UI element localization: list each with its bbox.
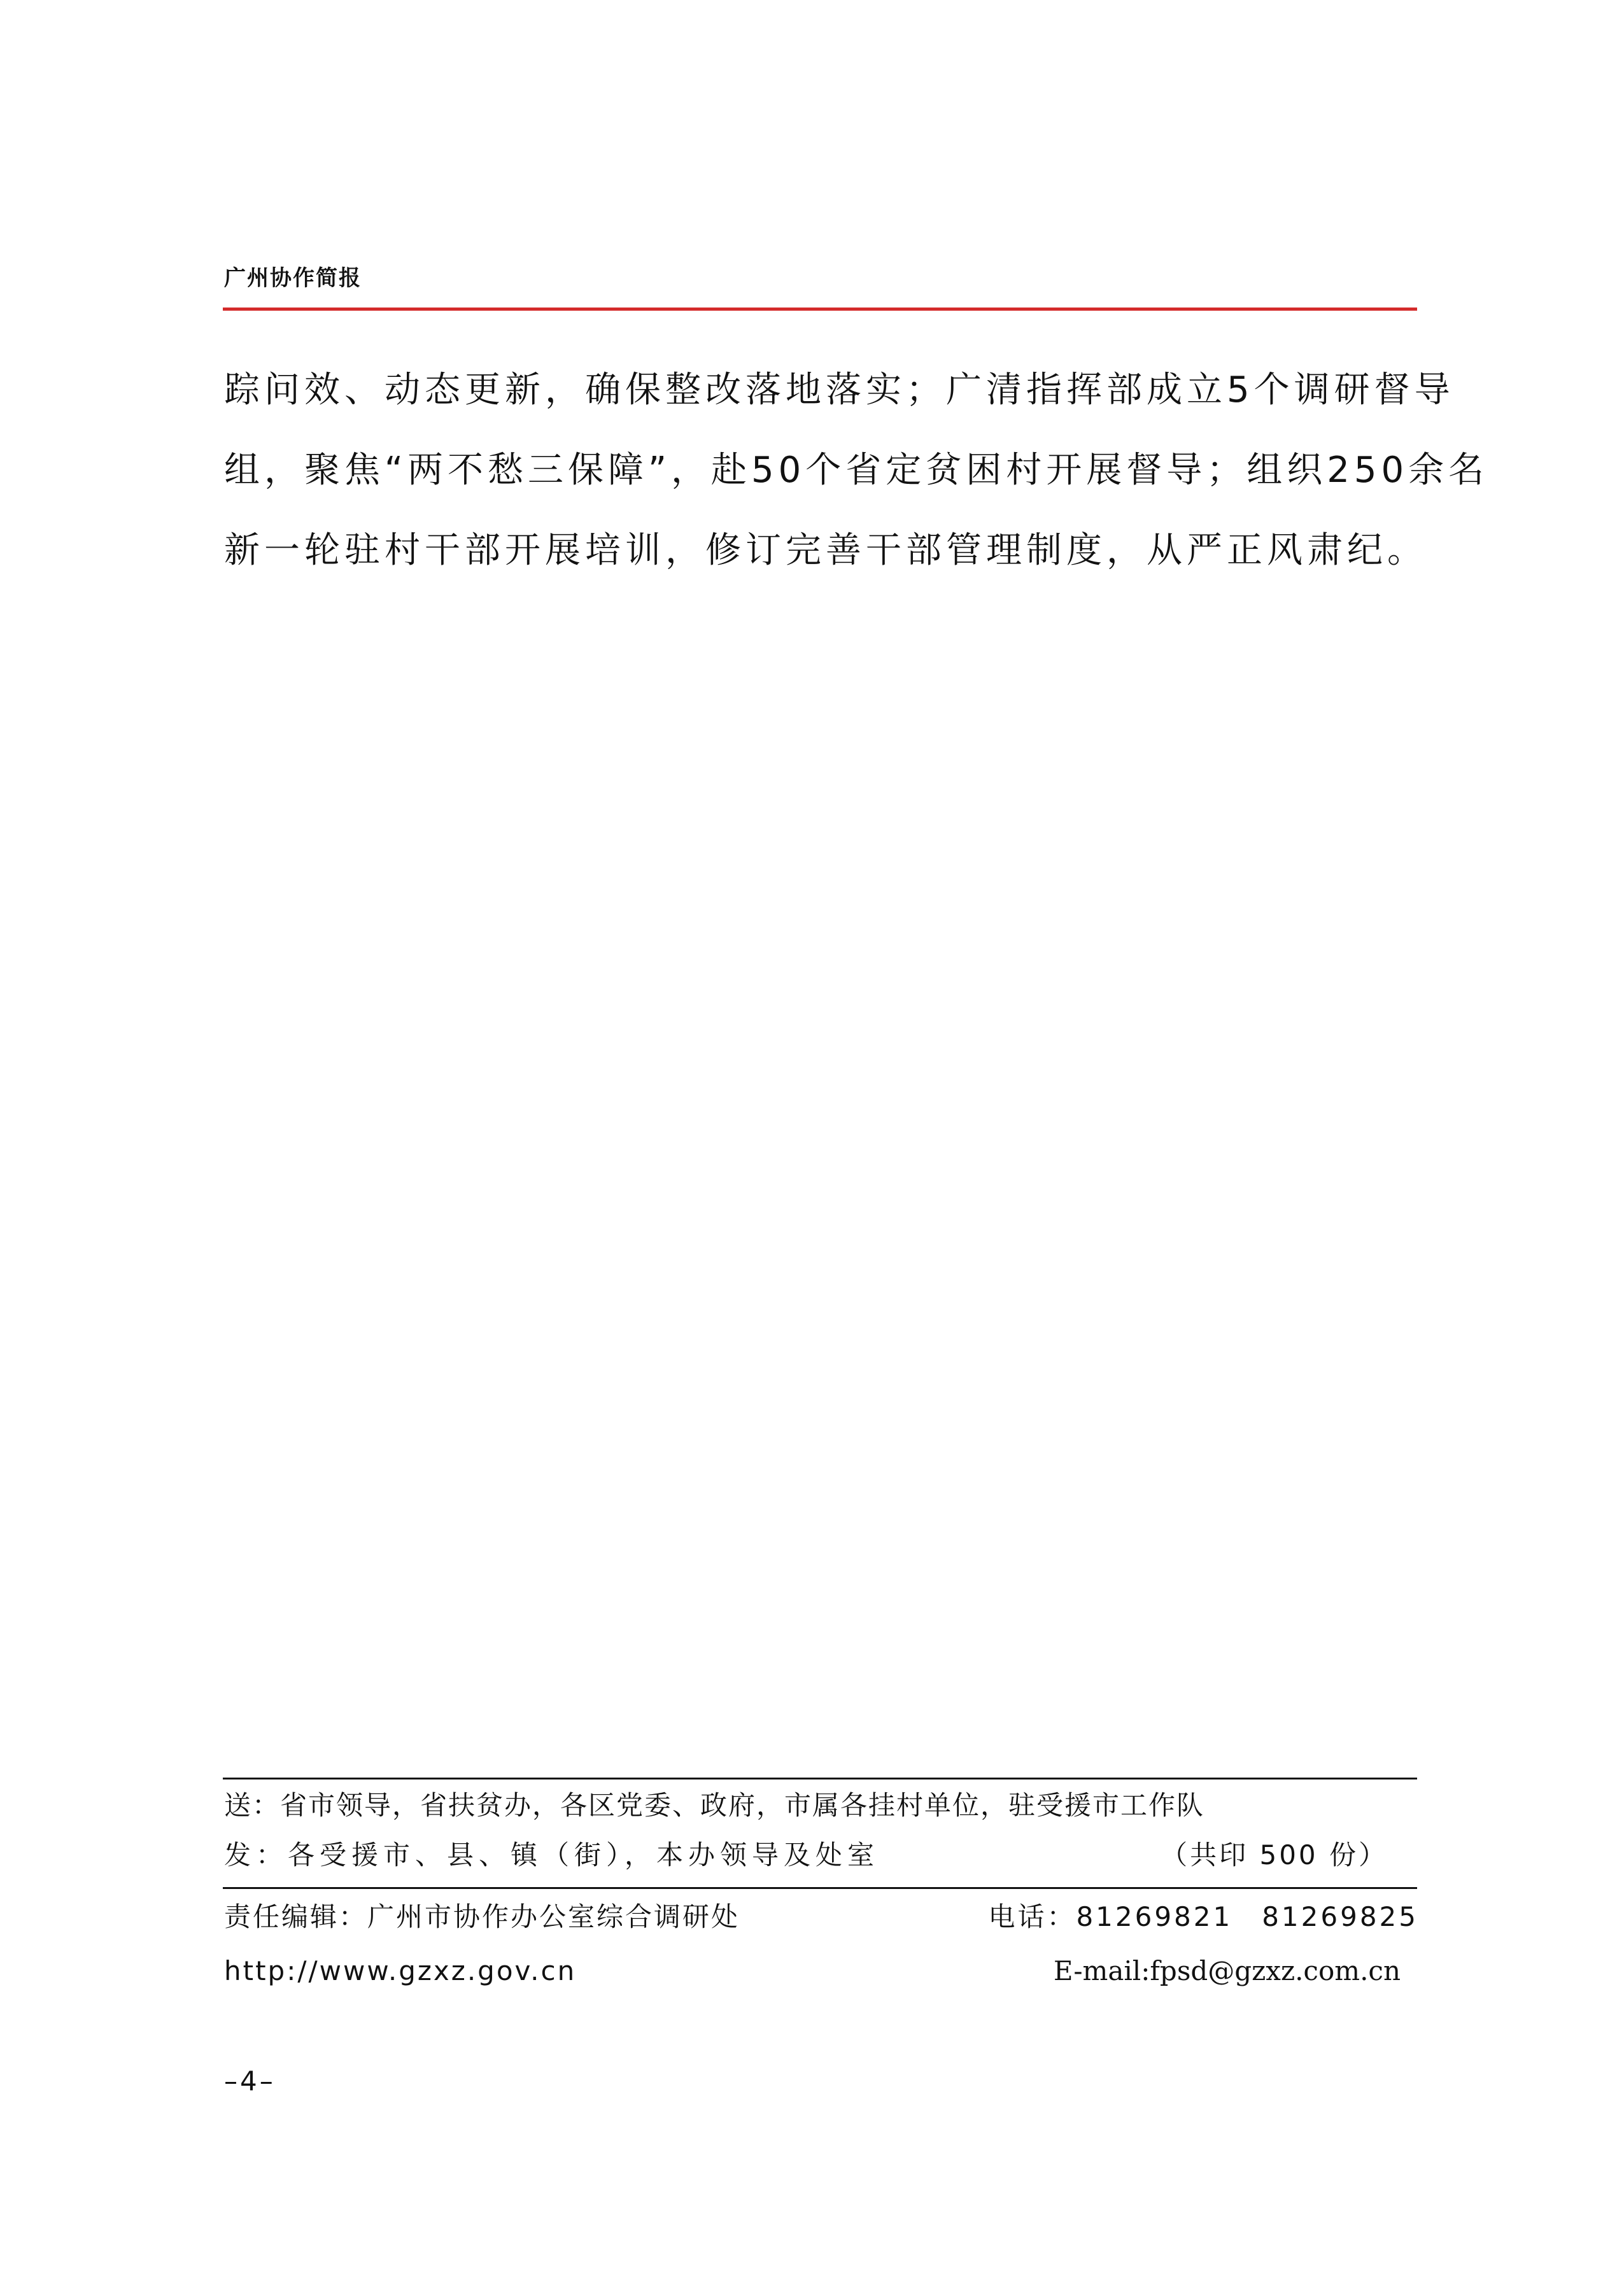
issue-recipients: 发：各受援市、县、镇（街），本办领导及处室	[224, 1839, 880, 1871]
footer-middle-rule	[223, 1887, 1417, 1889]
editor-line	[224, 1901, 1418, 1932]
phone-numbers: 电话：81269821 81269825	[988, 1901, 1418, 1932]
issue-list	[224, 1839, 1418, 1871]
body-line-3: 新一轮驻村干部开展培训，修订完善干部管理制度，从严正风肃纪。	[224, 530, 1427, 571]
distribution-list: 送：省市领导，省扶贫办，各区党委、政府，市属各挂村单位，驻受援市工作队	[224, 1790, 1205, 1821]
body-line-1: 踪问效、动态更新，确保整改落地落实；广清指挥部成立5个调研督导	[224, 369, 1455, 411]
contact-line	[224, 1955, 1418, 1986]
body-line-2: 组，聚焦“两不愁三保障”，赴50个省定贫困村开展督导；组织250余名	[224, 449, 1489, 491]
page-number: –4–	[224, 2065, 276, 2097]
header-red-rule	[223, 308, 1417, 311]
responsible-editor: 责任编辑：广州市协作办公室综合调研处	[224, 1901, 740, 1932]
email-link[interactable]: E-mail:fpsd@gzxz.com.cn	[1053, 1955, 1401, 1986]
footer-top-rule	[223, 1778, 1417, 1779]
print-copies: （共印 500 份）	[1161, 1839, 1388, 1871]
body-paragraph	[224, 350, 1489, 591]
bulletin-title: 广州协作简报	[224, 265, 362, 291]
website-link[interactable]: http://www.gzxz.gov.cn	[224, 1955, 577, 1986]
